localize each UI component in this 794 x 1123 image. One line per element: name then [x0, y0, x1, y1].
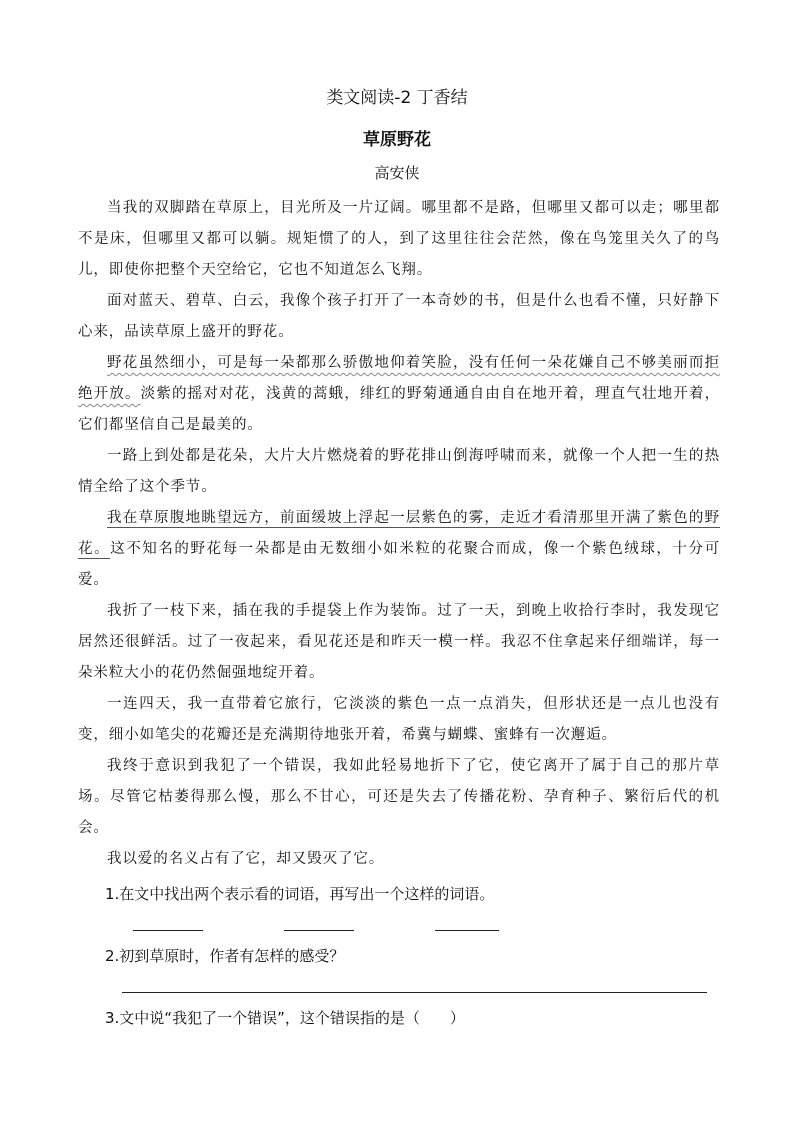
- paragraph-5: [78, 503, 720, 596]
- answer-blank-3[interactable]: [435, 930, 499, 931]
- page-title: 类文阅读-2 丁香结: [326, 88, 468, 108]
- answer-line-2[interactable]: [122, 992, 707, 993]
- paragraph-4: 一路上到处都是花朵，大片大片燃烧着的野花排山倒海呼啸而来，就像一个人把一生的热情全给了这个季节。: [78, 448, 720, 495]
- underlined-sentence: 我在草原腹地眺望远方，前面缓坡上浮起一层紫色的雾，走近才看清那里开满了紫色的野花。: [78, 510, 720, 557]
- question-2: 2.初到草原时，作者有怎样的感受？: [105, 947, 345, 965]
- question-1: 1.在文中找出两个表示看的词语，再写出一个这样的词语。: [105, 885, 495, 903]
- paragraph-1: 当我的双脚踏在草原上，目光所及一片辽阔。哪里都不是路，但哪里又都可以走；哪里都不是床，但哪里又都可以躺。规矩惯了的人，到了这里往往会茫然，像在鸟笼里关久了的鸟儿，即使你把整个天空给它，它也不知道怎么飞翔。: [78, 200, 720, 278]
- answer-blank-2[interactable]: [284, 930, 354, 931]
- paragraph-9: 我以爱的名义占有了它，却又毁灭了它。: [107, 851, 385, 867]
- paragraph-8: 我终于意识到我犯了一个错误，我如此轻易地折下了它，使它离开了属于自己的那片草场。尽管它枯萎得那么慢，那么不甘心，可还是失去了传播花粉、孕育种子、繁衍后代的机会。: [78, 758, 720, 836]
- paragraph-7: 一连四天，我一直带着它旅行，它淡淡的紫色一点一点消失，但形状还是一点儿也没有变，细小如笔尖的花瓣还是充满期待地张开着，希冀与蝴蝶、蜜蜂有一次邂逅。: [78, 696, 720, 743]
- article-title: 草原野花: [363, 130, 431, 150]
- paragraph-3-rest: 淡紫的摇对对花，浅黄的蒿蛾，绯红的野菊通通自由自在地开着，理直气壮地开着，它们都坚信自己是最美的。: [78, 386, 721, 433]
- paragraph-6: 我折了一枝下来，插在我的手提袋上作为装饰。过了一天，到晚上收拾行李时，我发现它居然还很鲜活。过了一夜起来，看见花还是和昨天一模一样。我忍不住拿起来仔细端详，每一朵米粒大小的花仍然倔强地绽开着。: [78, 603, 720, 681]
- article-body: [78, 193, 720, 875]
- wavy-underlined-sentence: 野花虽然细小，可是每一朵都那么骄傲地仰着笑脸，没有任何一朵花嫌自己不够美丽而拒绝开放。: [78, 355, 720, 402]
- paragraph-5-rest: 这不知名的野花每一朵都是由无数细小如米粒的花聚合而成，像一个紫色绒球，十分可爱。: [78, 541, 720, 588]
- answer-blank-1[interactable]: [133, 930, 203, 931]
- paragraph-3: [78, 348, 720, 441]
- question-3: 3.文中说“我犯了一个错误”，这个错误指的是（ ）: [105, 1009, 465, 1027]
- article-author: 高安侠: [374, 164, 420, 182]
- paragraph-2: 面对蓝天、碧草、白云，我像个孩子打开了一本奇妙的书，但是什么也看不懂，只好静下心来，品读草原上盛开的野花。: [78, 293, 720, 340]
